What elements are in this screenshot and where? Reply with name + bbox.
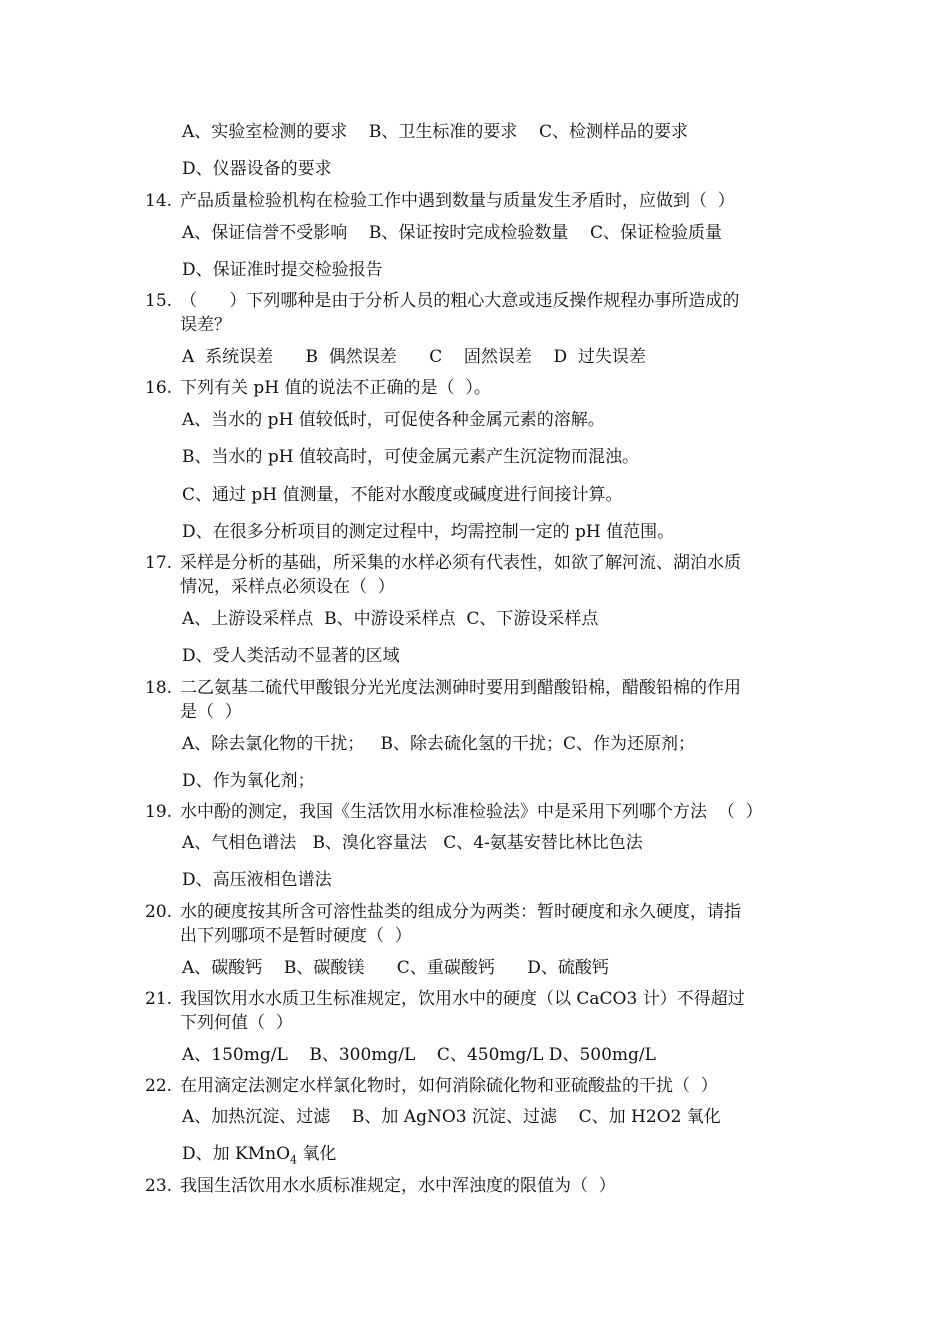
question-number: 18. — [145, 678, 173, 698]
question-number: 16. — [145, 378, 173, 398]
option-line: A、气相色谱法 B、溴化容量法 C、4-氨基安替比林比色法 — [182, 833, 643, 853]
question-number: 23. — [145, 1176, 173, 1196]
question-text: （ ）下列哪种是由于分析人员的粗心大意或违反操作规程办事所造成的 — [180, 291, 740, 311]
question-text: 二乙氨基二硫代甲酸银分光光度法测砷时要用到醋酸铅棉，醋酸铅棉的作用 — [180, 678, 741, 698]
question-text: 水中酚的测定，我国《生活饮用水标准检验法》中是采用下列哪个方法 （ ） — [180, 802, 763, 822]
option-line: D、保证准时提交检验报告 — [182, 260, 383, 280]
option-line: C、通过 pH 值测量，不能对水酸度或碱度进行间接计算。 — [182, 485, 623, 505]
question-text: 是（ ） — [180, 702, 242, 722]
question-number: 19. — [145, 802, 173, 822]
question-text: 水的硬度按其所含可溶性盐类的组成分为两类：暂时硬度和永久硬度，请指 — [180, 902, 741, 922]
option-line: D、作为氧化剂； — [182, 771, 315, 791]
option-text: D、加 KMnO — [182, 1144, 291, 1164]
question-number: 15. — [145, 291, 173, 311]
question-number: 17. — [145, 553, 173, 573]
option-line: A、上游设采样点 B、中游设采样点 C、下游设采样点 — [182, 609, 599, 629]
option-line: A、150mg/L B、300mg/L C、450mg/L D、500mg/L — [182, 1045, 656, 1065]
question-text: 我国饮用水水质卫生标准规定，饮用水中的硬度（以 CaCO3 计）不得超过 — [180, 989, 745, 1009]
option-line: D、在很多分析项目的测定过程中，均需控制一定的 pH 值范围。 — [182, 522, 675, 542]
question-number: 21. — [145, 989, 173, 1009]
option-line: B、当水的 pH 值较高时，可使金属元素产生沉淀物而混浊。 — [182, 447, 640, 467]
question-text: 在用滴定法测定水样氯化物时，如何消除硫化物和亚硫酸盐的干扰（ ） — [180, 1076, 718, 1096]
option-line: A、碳酸钙 B、碳酸镁 C、重碳酸钙 D、硫酸钙 — [182, 958, 609, 978]
option-line: A 系统误差 B 偶然误差 C 固然误差 D 过失误差 — [182, 347, 646, 367]
option-text: 氧化 — [297, 1144, 337, 1164]
question-text: 误差？ — [180, 315, 231, 335]
option-line: D、受人类活动不显著的区域 — [182, 646, 400, 666]
question-text: 采样是分析的基础，所采集的水样必须有代表性，如欲了解河流、湖泊水质 — [180, 553, 741, 573]
question-number: 14. — [145, 191, 173, 211]
question-text: 出下列哪项不是暂时硬度（ ） — [180, 926, 412, 946]
question-text: 情况，采样点必须设在（ ） — [180, 577, 395, 597]
question-text: 下列何值（ ） — [180, 1013, 293, 1033]
question-text: 我国生活饮用水水质标准规定，水中浑浊度的限值为（ ） — [180, 1176, 616, 1196]
option-line: D、高压液相色谱法 — [182, 870, 332, 890]
option-line: A、加热沉淀、过滤 B、加 AgNO3 沉淀、过滤 C、加 H2O2 氧化 — [182, 1107, 721, 1127]
option-line: A、当水的 pH 值较低时，可促使各种金属元素的溶解。 — [182, 410, 605, 430]
option-line: A、除去氯化物的干扰； B、除去硫化氢的干扰；C、作为还原剂； — [182, 734, 695, 754]
subscript: 4 — [290, 1153, 298, 1167]
option-line: A、保证信誉不受影响 B、保证按时完成检验数量 C、保证检验质量 — [182, 223, 723, 243]
question-number: 20. — [145, 902, 173, 922]
question-text: 产品质量检验机构在检验工作中遇到数量与质量发生矛盾时，应做到（ ） — [180, 191, 735, 211]
question-text: 下列有关 pH 值的说法不正确的是（ ）。 — [180, 378, 491, 398]
option-line — [182, 1143, 336, 1171]
question-number: 22. — [145, 1076, 173, 1096]
option-line: D、仪器设备的要求 — [182, 159, 332, 179]
option-line: A、实验室检测的要求 B、卫生标准的要求 C、检测样品的要求 — [182, 122, 689, 142]
